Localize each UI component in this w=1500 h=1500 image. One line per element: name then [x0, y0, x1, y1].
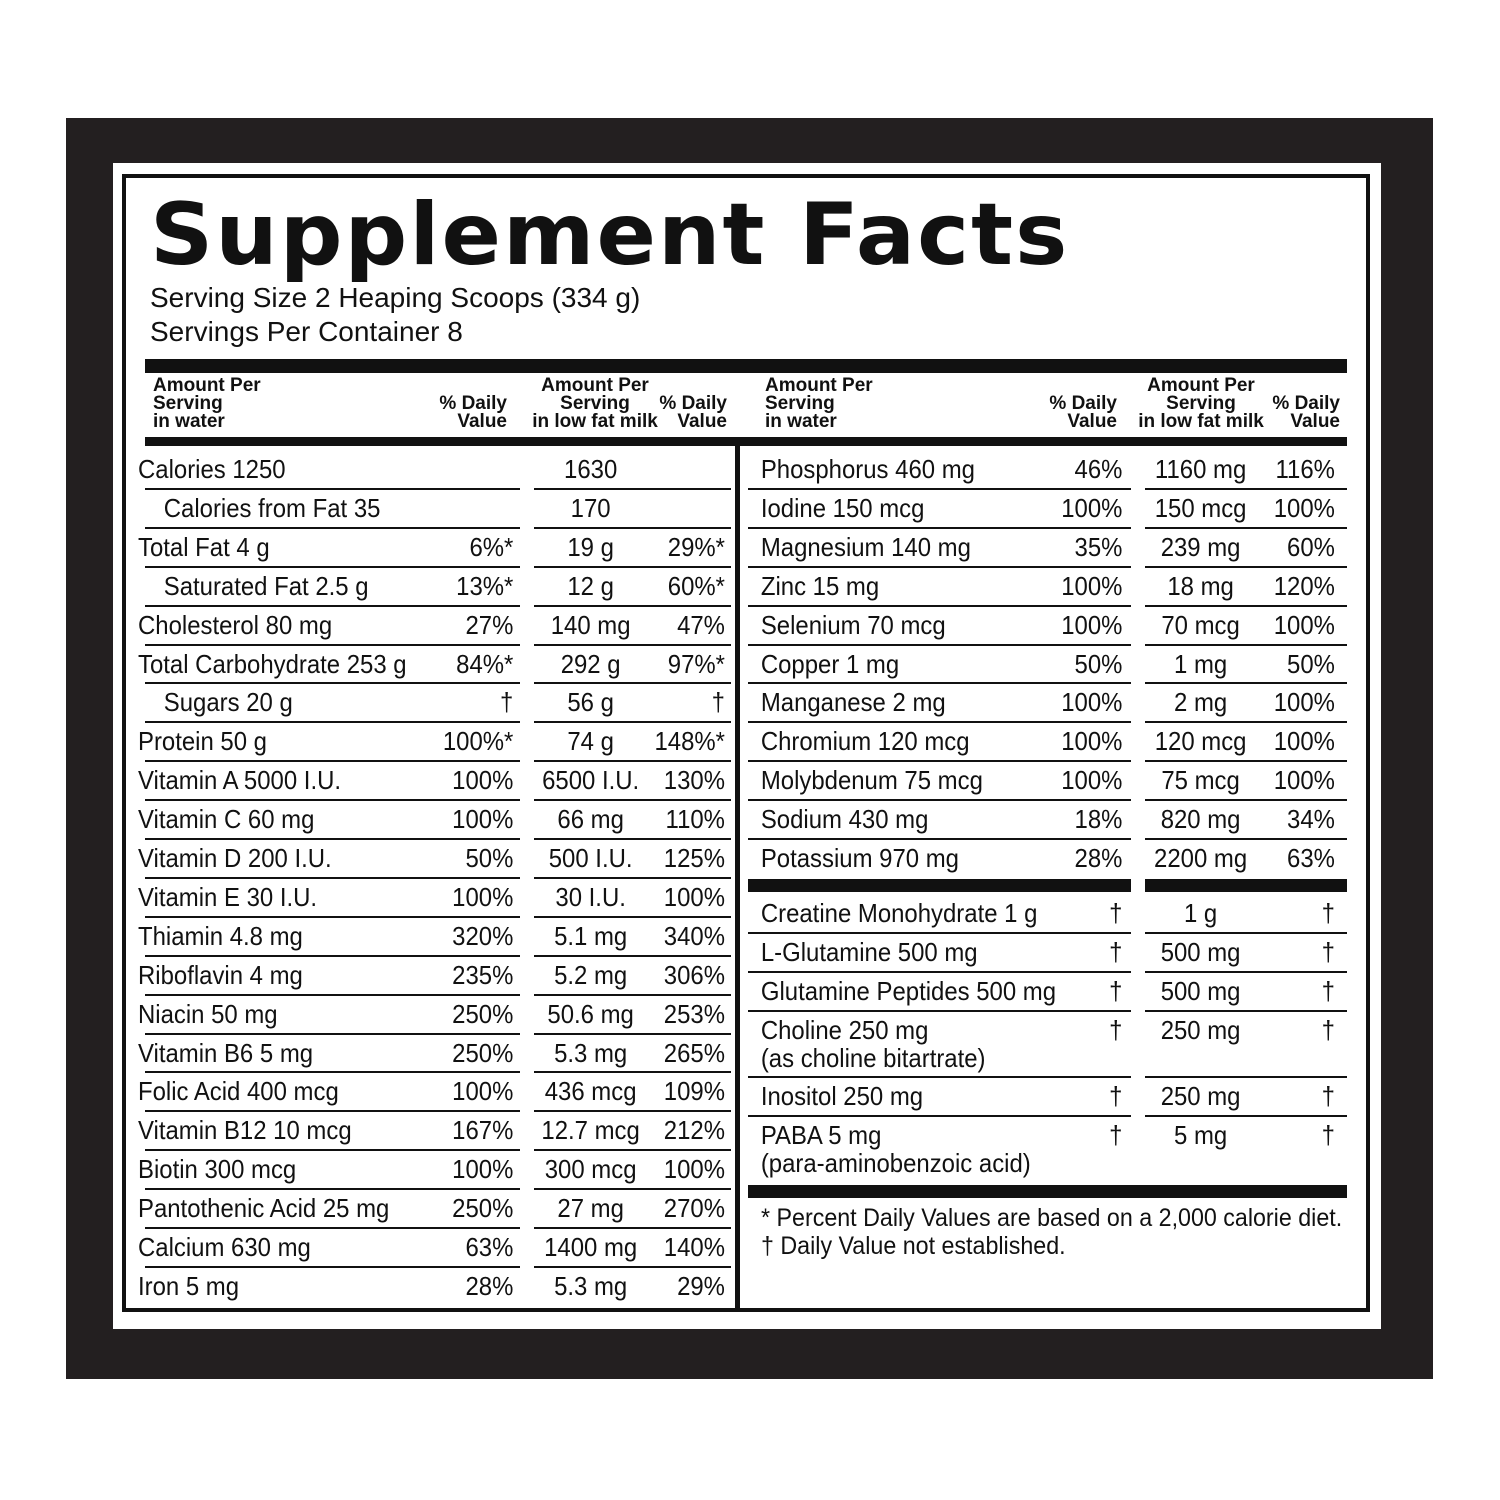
daily-value-milk: 34%	[1287, 804, 1335, 835]
right-table-row	[0, 683, 1380, 722]
daily-value-water: 35%	[1074, 531, 1123, 562]
daily-value-milk: 100%	[1273, 726, 1335, 757]
right-table-row	[0, 528, 1380, 567]
ingredient-row	[0, 934, 1380, 973]
nutrient-name: Manganese 2 mg	[760, 687, 946, 718]
daily-value-milk: 306%	[663, 959, 725, 990]
right-table-row	[0, 489, 1380, 528]
daily-value-water: 18%	[1074, 804, 1123, 835]
daily-value-water: 100%	[1061, 687, 1123, 718]
serving-size: Serving Size 2 Heaping Scoops (334 g)	[150, 282, 641, 313]
right-table-row	[0, 722, 1380, 761]
nutrient-name: Vitamin D 200 I.U.	[138, 843, 332, 873]
nutrient-name: Vitamin C 60 mg	[138, 804, 315, 835]
daily-value-milk: †	[711, 687, 725, 718]
amount-in-milk: 56 g	[567, 687, 614, 718]
daily-value-water: 167%	[452, 1115, 514, 1146]
amount-in-milk: 66 mg	[557, 804, 624, 835]
amount-in-milk: 500 mg	[1160, 976, 1241, 1006]
amount-in-milk: 74 g	[567, 726, 614, 757]
right-table-row	[0, 450, 1380, 489]
daily-value-milk: 60%	[1287, 531, 1335, 562]
amount-in-milk: 250 mg	[1160, 1081, 1241, 1111]
daily-value-water: †	[1109, 1081, 1123, 1111]
daily-value-water: 100%	[1061, 609, 1123, 640]
amount-in-milk: 1 g	[1183, 898, 1218, 928]
left-table-row	[0, 1189, 736, 1228]
daily-value-milk: †	[1321, 898, 1335, 928]
nutrient-name: Iodine 150 mcg	[760, 492, 925, 523]
nutrient-name: Riboflavin 4 mg	[138, 959, 303, 990]
ingredient-name: Choline 250 mg	[760, 1015, 929, 1045]
right-table-row	[0, 761, 1380, 800]
nutrient-name: Copper 1 mg	[760, 648, 900, 679]
amount-in-milk: 5.3 mg	[554, 1270, 628, 1301]
nutrient-name: Vitamin A 5000 I.U.	[138, 765, 342, 796]
nutrient-name: Iron 5 mg	[138, 1270, 240, 1301]
daily-value-water: 100%	[1061, 492, 1123, 523]
daily-value-water: 100%*	[442, 726, 514, 757]
nutrient-name: Biotin 300 mcg	[138, 1154, 297, 1185]
header-right-milk-line: Serving	[1166, 393, 1236, 414]
daily-value-milk: 100%	[663, 881, 725, 912]
daily-value-water: 27%	[465, 609, 514, 640]
nutrient-name: Folic Acid 400 mcg	[138, 1076, 339, 1107]
left-table-row	[0, 1228, 736, 1267]
amount-in-milk: 239 mg	[1160, 531, 1241, 562]
amount-in-milk: 50.6 mg	[547, 998, 634, 1029]
nutrient-name: Calcium 630 mg	[138, 1232, 311, 1262]
amount-in-milk: 500 I.U.	[548, 843, 633, 873]
header-right-milk-line: in low fat milk	[1138, 411, 1264, 432]
amount-in-milk: 27 mg	[557, 1193, 624, 1224]
amount-in-milk: 19 g	[567, 531, 614, 562]
amount-in-milk: 2200 mg	[1154, 843, 1248, 873]
daily-value-water: 250%	[452, 1037, 514, 1068]
amount-in-milk: 500 mg	[1160, 937, 1241, 967]
nutrient-name: Total Carbohydrate 253 g	[138, 648, 407, 679]
daily-value-milk: 100%	[1273, 765, 1335, 796]
ingredient-subtext: (para-aminobenzoic acid)	[760, 1148, 1031, 1178]
daily-value-milk: 109%	[663, 1076, 725, 1107]
nutrient-name: Molybdenum 75 mcg	[760, 765, 983, 796]
header-left-milk-line: Serving	[560, 393, 630, 414]
amount-in-milk: 292 g	[560, 648, 621, 679]
nutrient-name: Vitamin B12 10 mcg	[138, 1115, 352, 1146]
right-table-row	[0, 800, 1380, 839]
nutrient-name: Phosphorus 460 mg	[760, 454, 975, 484]
daily-value-milk: 340%	[663, 920, 725, 951]
ingredient-row	[0, 973, 1380, 1012]
nutrient-name: Pantothenic Acid 25 mg	[138, 1193, 390, 1224]
daily-value-water: 50%	[465, 843, 514, 873]
amount-in-milk: 1160 mg	[1154, 454, 1247, 484]
daily-value-water: †	[1109, 898, 1123, 928]
daily-value-water: †	[500, 687, 514, 718]
right-table-row	[0, 645, 1380, 684]
header-left-dv2-line: Value	[677, 411, 727, 432]
daily-value-water: 250%	[452, 998, 514, 1029]
daily-value-milk: †	[1321, 1081, 1335, 1111]
ingredient-subtext: (as choline bitartrate)	[760, 1043, 986, 1073]
daily-value-water: 84%*	[456, 648, 514, 679]
daily-value-milk: 148%*	[654, 726, 725, 757]
amount-in-milk: 140 mg	[550, 609, 631, 640]
right-table-row	[0, 606, 1380, 645]
header-right-milk-line: Amount Per	[1147, 375, 1255, 396]
nutrient-name: Total Fat 4 g	[138, 531, 270, 562]
right-section-rule-b	[1145, 879, 1347, 892]
daily-value-milk: 130%	[663, 765, 725, 796]
header-right-dv2-line: Value	[1290, 411, 1340, 432]
right-section-rule-a	[748, 879, 1131, 892]
header-right-dv1-line: % Daily	[1049, 393, 1117, 414]
amount-in-milk: 1 mg	[1174, 648, 1228, 679]
amount-in-milk: 1630	[564, 454, 618, 484]
amount-in-milk: 12 g	[567, 570, 614, 601]
nutrient-name: Calories from Fat 35	[163, 492, 381, 523]
nutrient-name: Selenium 70 mcg	[760, 609, 946, 640]
daily-value-milk: †	[1321, 976, 1335, 1006]
daily-value-water: 250%	[452, 1193, 514, 1224]
header-right-water-line: Amount Per	[765, 375, 873, 396]
daily-value-water: 100%	[1061, 570, 1123, 601]
daily-value-milk: 97%*	[667, 648, 725, 679]
daily-value-water: 63%	[465, 1232, 514, 1262]
ingredient-name: L-Glutamine 500 mg	[760, 937, 978, 967]
amount-in-milk: 2 mg	[1174, 687, 1228, 718]
nutrient-name: Vitamin B6 5 mg	[138, 1037, 314, 1068]
ingredient-name: PABA 5 mg	[760, 1120, 882, 1150]
daily-value-milk: 270%	[663, 1193, 725, 1224]
ingredient-row	[0, 895, 1380, 934]
daily-value-water: 100%	[452, 881, 514, 912]
nutrient-name: Chromium 120 mcg	[760, 726, 970, 757]
footnote-not-established: † Daily Value not established.	[761, 1232, 1066, 1260]
amount-in-milk: 6500 I.U.	[542, 765, 640, 796]
daily-value-milk: 63%	[1287, 843, 1335, 873]
amount-in-milk: 12.7 mcg	[541, 1115, 640, 1146]
header-left-dv1-line: Value	[457, 411, 507, 432]
daily-value-milk: 120%	[1273, 570, 1335, 601]
nutrient-name: Vitamin E 30 I.U.	[138, 881, 318, 912]
ingredient-name: Creatine Monohydrate 1 g	[760, 898, 1038, 928]
daily-value-milk: 265%	[663, 1037, 725, 1068]
header-right-dv2-line: % Daily	[1272, 393, 1340, 414]
amount-in-milk: 120 mcg	[1154, 726, 1247, 757]
header-left-milk-line: Amount Per	[541, 375, 649, 396]
daily-value-water: 235%	[452, 959, 514, 990]
daily-value-milk: 60%*	[667, 570, 725, 601]
daily-value-milk: 140%	[663, 1232, 725, 1262]
daily-value-milk: 100%	[1273, 492, 1335, 523]
daily-value-water: 100%	[452, 1076, 514, 1107]
right-table-row	[0, 839, 1380, 878]
header-right-water-line: in water	[765, 411, 837, 432]
header-right-dv1-line: Value	[1067, 411, 1117, 432]
daily-value-milk: 100%	[663, 1154, 725, 1185]
nutrient-name: Magnesium 140 mg	[760, 531, 971, 562]
daily-value-water: 320%	[452, 920, 514, 951]
daily-value-water: 28%	[465, 1270, 514, 1301]
servings-per-container: Servings Per Container 8	[150, 316, 463, 347]
daily-value-milk: 253%	[663, 998, 725, 1029]
daily-value-water: 100%	[1061, 726, 1123, 757]
daily-value-water: 100%	[1061, 765, 1123, 796]
daily-value-milk: 125%	[663, 843, 725, 873]
daily-value-water: 100%	[452, 804, 514, 835]
amount-in-milk: 250 mg	[1160, 1015, 1241, 1045]
footnote-daily-values: * Percent Daily Values are based on a 2,000 calorie diet.	[761, 1204, 1343, 1232]
nutrient-name: Cholesterol 80 mg	[138, 609, 333, 640]
label-title: Supplement Facts	[150, 185, 1070, 285]
ingredient-row	[0, 1078, 1380, 1117]
daily-value-milk: 110%	[665, 804, 725, 835]
daily-value-milk: 29%	[677, 1270, 725, 1301]
daily-value-water: †	[1109, 1120, 1123, 1150]
amount-in-milk: 5.3 mg	[554, 1037, 628, 1068]
amount-in-milk: 5 mg	[1174, 1120, 1228, 1150]
daily-value-milk: 212%	[663, 1115, 725, 1146]
daily-value-milk: 100%	[1273, 687, 1335, 718]
ingredient-name: Glutamine Peptides 500 mg	[760, 976, 1057, 1006]
daily-value-milk: 50%	[1287, 648, 1335, 679]
amount-in-milk: 30 I.U.	[555, 881, 626, 912]
daily-value-water: 6%*	[469, 531, 514, 562]
amount-in-milk: 150 mcg	[1154, 492, 1247, 523]
right-table-row	[0, 567, 1380, 606]
amount-in-milk: 5.1 mg	[554, 920, 628, 951]
daily-value-water: 100%	[452, 1154, 514, 1185]
nutrient-name: Sodium 430 mg	[760, 804, 929, 835]
header-left-milk-line: in low fat milk	[532, 411, 658, 432]
daily-value-water: 46%	[1074, 454, 1123, 484]
left-table-row	[0, 1267, 736, 1306]
daily-value-milk: 29%*	[667, 531, 725, 562]
header-left-dv2-line: % Daily	[659, 393, 727, 414]
amount-in-milk: 170	[570, 492, 611, 523]
daily-value-milk: 47%	[677, 609, 725, 640]
daily-value-milk: †	[1321, 1120, 1335, 1150]
nutrient-name: Zinc 15 mg	[760, 570, 880, 601]
daily-value-water: †	[1109, 1015, 1123, 1045]
nutrient-name: Calories 1250	[138, 454, 286, 484]
header-left-water-line: Amount Per	[153, 375, 261, 396]
daily-value-milk: 116%	[1275, 454, 1335, 484]
header-right-water-line: Serving	[765, 393, 835, 414]
ingredient-row	[0, 1012, 1380, 1078]
nutrient-name: Sugars 20 g	[163, 687, 293, 718]
footnote-rule	[748, 1185, 1347, 1198]
header-rule	[145, 437, 1347, 446]
amount-in-milk: 436 mcg	[544, 1076, 637, 1107]
nutrient-name: Niacin 50 mg	[138, 998, 278, 1029]
daily-value-water: 28%	[1074, 843, 1123, 873]
header-left-water-line: Serving	[153, 393, 223, 414]
ingredient-row	[0, 1117, 1380, 1177]
nutrient-name: Potassium 970 mg	[760, 843, 959, 873]
nutrient-name: Protein 50 g	[138, 726, 268, 757]
amount-in-milk: 1400 mg	[544, 1232, 638, 1262]
ingredient-name: Inositol 250 mg	[760, 1081, 924, 1111]
amount-in-milk: 75 mcg	[1161, 765, 1240, 796]
header-left-dv1-line: % Daily	[439, 393, 507, 414]
daily-value-milk: †	[1321, 1015, 1335, 1045]
daily-value-milk: 100%	[1273, 609, 1335, 640]
daily-value-water: †	[1109, 937, 1123, 967]
header-left-water-line: in water	[153, 411, 225, 432]
amount-in-milk: 18 mg	[1167, 570, 1234, 601]
daily-value-water: 100%	[452, 765, 514, 796]
daily-value-water: †	[1109, 976, 1123, 1006]
amount-in-milk: 820 mg	[1160, 804, 1241, 835]
nutrient-name: Saturated Fat 2.5 g	[163, 570, 369, 601]
top-thick-rule	[145, 359, 1347, 373]
amount-in-milk: 300 mcg	[544, 1154, 637, 1185]
amount-in-milk: 5.2 mg	[554, 959, 628, 990]
nutrient-name: Thiamin 4.8 mg	[138, 920, 303, 951]
daily-value-water: 50%	[1074, 648, 1123, 679]
daily-value-water: 13%*	[456, 570, 514, 601]
daily-value-milk: †	[1321, 937, 1335, 967]
amount-in-milk: 70 mcg	[1161, 609, 1240, 640]
